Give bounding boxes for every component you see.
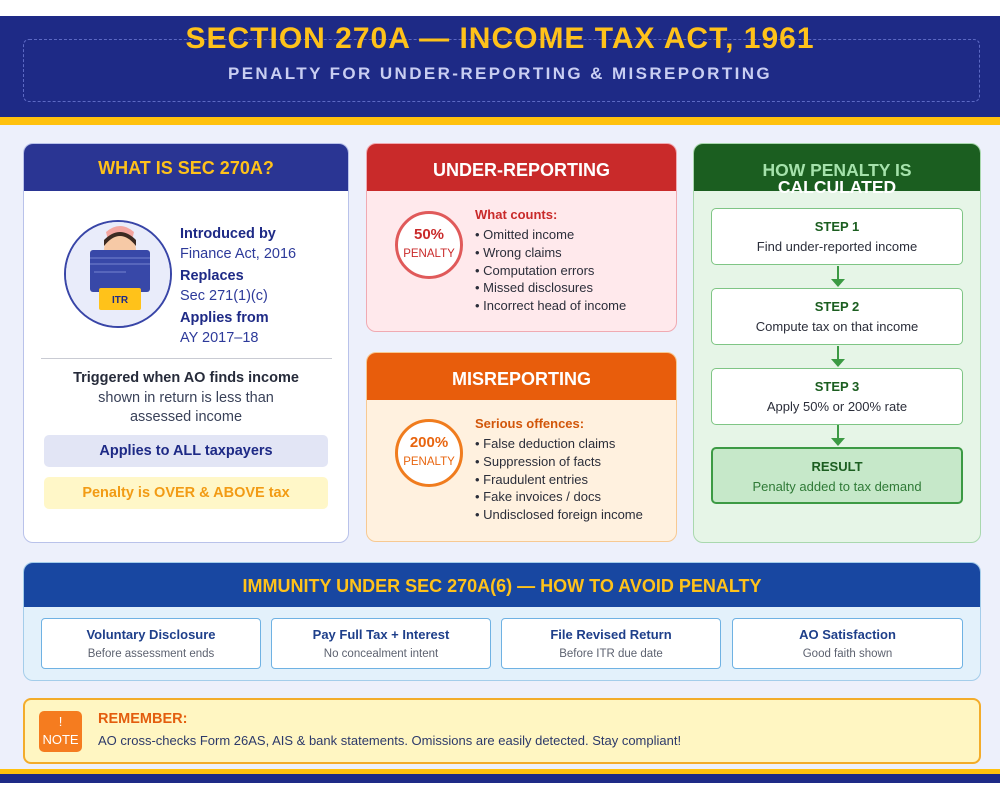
page-title: SECTION 270A — INCOME TAX ACT, 1961 (185, 22, 815, 55)
misreporting-heading: MISREPORTING (367, 353, 676, 400)
calculation-heading-line1: HOW PENALTY IS (762, 160, 912, 180)
note-label: NOTE (42, 732, 79, 747)
result-title: RESULT (811, 459, 863, 474)
itr-badge-text: ITR (111, 295, 129, 306)
immunity-item-title: File Revised Return (550, 627, 672, 642)
step-desc: Apply 50% or 200% rate (766, 399, 908, 414)
step-box (711, 208, 963, 265)
arrow-down-icon (830, 346, 846, 366)
what-is-heading: WHAT IS SEC 270A? (24, 144, 348, 191)
facts-list (180, 226, 345, 352)
fact-label: Replaces (180, 268, 244, 284)
arrow-down-icon (830, 266, 846, 286)
over-above-tax-pill: Penalty is OVER & ABOVE tax (44, 477, 328, 509)
immunity-item (732, 618, 963, 669)
penalty-label: PENALTY (403, 248, 455, 260)
penalty-rate: 200% (409, 434, 449, 451)
list-heading: Serious offences: (475, 416, 585, 431)
list-heading: What counts: (475, 207, 558, 222)
step-title: STEP 2 (814, 299, 860, 314)
list-item: • Fake invoices / docs (475, 489, 601, 505)
step-title: STEP 3 (814, 379, 860, 394)
calculation-heading (694, 144, 980, 197)
penalty-label: PENALTY (403, 456, 455, 468)
immunity-item (271, 618, 491, 669)
remember-note (23, 698, 981, 764)
accountant-itr-icon (64, 220, 172, 328)
immunity-item-desc: Before assessment ends (87, 648, 215, 660)
arrow-down-icon (830, 425, 846, 445)
fact-value: Sec 271(1)(c) (180, 288, 268, 304)
list-item: • Missed disclosures (475, 280, 593, 296)
under-reporting-heading: UNDER-REPORTING (367, 144, 676, 191)
step-title: STEP 1 (814, 219, 860, 234)
result-box (711, 447, 963, 504)
header-gold-strip (0, 117, 1000, 125)
list-item: • Suppression of facts (475, 453, 601, 469)
fact-value: Finance Act, 2016 (180, 246, 297, 262)
note-mark: ! (58, 714, 63, 729)
list-item: • False deduction claims (475, 436, 616, 451)
under-reporting-rate-badge (395, 211, 463, 279)
page-subtitle: PENALTY FOR UNDER-REPORTING & MISREPORTING (227, 64, 773, 83)
immunity-item-title: AO Satisfaction (799, 627, 896, 642)
step-box (711, 288, 963, 345)
all-taxpayers-pill: Applies to ALL taxpayers (44, 435, 328, 467)
immunity-item-desc: Before ITR due date (559, 648, 663, 660)
immunity-heading: IMMUNITY UNDER SEC 270A(6) — HOW TO AVOID PENALTY (24, 563, 980, 607)
immunity-item (41, 618, 261, 669)
list-item: • Wrong claims (475, 244, 562, 260)
fact-label: Applies from (180, 310, 269, 326)
trigger-bold: Triggered when AO finds income (73, 370, 299, 386)
step-desc: Find under-reported income (756, 239, 918, 254)
footer-navy-strip (0, 774, 1000, 783)
calculation-card (693, 143, 981, 543)
trigger-rest: shown in return is less than assessed income (98, 389, 274, 425)
immunity-section (23, 562, 981, 681)
immunity-item-title: Pay Full Tax + Interest (312, 627, 450, 642)
result-desc: Penalty added to tax demand (752, 479, 922, 494)
misreporting-rate-badge (395, 419, 463, 487)
note-title: REMEMBER: (98, 711, 188, 727)
note-text: AO cross-checks Form 26AS, AIS & bank statements. Omissions are easily detected. Stay compliant! (98, 733, 682, 748)
list-item: • Incorrect head of income (475, 298, 627, 314)
note-icon (39, 711, 82, 752)
list-item: • Undisclosed foreign income (475, 507, 643, 523)
step-desc: Compute tax on that income (755, 319, 919, 334)
immunity-item-desc: Good faith shown (802, 648, 893, 660)
fact-value: AY 2017–18 (180, 330, 259, 346)
list-item: • Computation errors (475, 262, 595, 278)
list-item: • Fraudulent entries (475, 471, 588, 487)
divider (41, 358, 332, 359)
trigger-text (24, 369, 348, 428)
immunity-item-title: Voluntary Disclosure (86, 627, 216, 642)
immunity-item-desc: No concealment intent (323, 648, 439, 660)
under-reporting-card (366, 143, 677, 332)
fact-label: Introduced by (180, 226, 276, 242)
under-reporting-list (475, 207, 675, 316)
penalty-rate: 50% (413, 226, 445, 243)
calculation-heading-line2: CALCULATED (777, 177, 897, 197)
step-box (711, 368, 963, 425)
misreporting-list (475, 416, 675, 525)
what-is-card (23, 143, 349, 543)
immunity-item (501, 618, 721, 669)
misreporting-card (366, 352, 677, 542)
list-item: • Omitted income (475, 227, 575, 242)
